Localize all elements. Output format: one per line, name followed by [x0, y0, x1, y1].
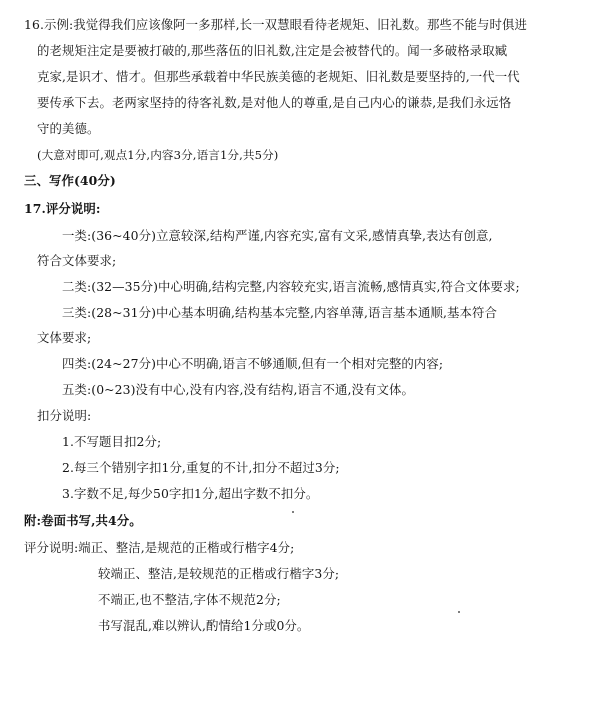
- q17-class5: 五类:(0~23)没有中心,没有内容,没有结构,语言不通,没有文体。: [62, 382, 415, 397]
- q16-line-2: 的老规矩注定是要被打破的,那些落伍的旧礼数,注定是会被替代的。闻一多破格录取臧: [37, 43, 508, 58]
- appendix-level-3: 不端正,也不整洁,字体不规范2分;: [98, 592, 281, 607]
- q17-class3-line-2: 文体要求;: [37, 330, 92, 345]
- deduction-title: 扣分说明:: [37, 408, 92, 423]
- q16-line-4: 要传承下去。老两家坚持的待客礼数,是对他人的尊重,是自己内心的谦恭,是我们永远恪: [37, 95, 512, 110]
- deduction-item-1: 1.不写题目扣2分;: [62, 434, 162, 449]
- appendix-level-4: 书写混乱,难以辨认,酌情给1分或0分。: [98, 618, 310, 633]
- q17-class2: 二类:(32—35分)中心明确,结构完整,内容较充实,语言流畅,感情真实,符合文体要求;: [62, 279, 520, 294]
- q17-class4: 四类:(24~27分)中心不明确,语言不够通顺,但有一个相对完整的内容;: [62, 356, 444, 371]
- appendix-level-2: 较端正、整洁,是较规范的正楷或行楷字3分;: [98, 566, 340, 581]
- q17-title: 17.评分说明:: [24, 201, 101, 216]
- deduction-item-3: 3.字数不足,每少50字扣1分,超出字数不扣分。: [62, 486, 319, 501]
- scan-speck: [292, 511, 294, 513]
- q16-line-1: 16.示例:我觉得我们应该像阿一多那样,长一双慧眼看待老规矩、旧礼数。那些不能与时俱进: [24, 17, 527, 32]
- q16-line-3: 克家,是识才、惜才。但那些承载着中华民族美德的老规矩、旧礼数是要坚持的,一代一代: [37, 69, 520, 84]
- scan-speck: [458, 611, 460, 613]
- q16-scoring-note: (大意对即可,观点1分,内容3分,语言1分,共5分): [37, 148, 279, 162]
- q17-class3-line-1: 三类:(28~31分)中心基本明确,结构基本完整,内容单薄,语言基本通顺,基本符合: [62, 305, 497, 320]
- appendix-scoring-first: 评分说明:端正、整洁,是规范的正楷或行楷字4分;: [24, 540, 295, 555]
- q16-line-5: 守的美德。: [37, 121, 100, 136]
- q17-class1-line-1: 一类:(36~40分)立意较深,结构严谨,内容充实,富有文采,感情真挚,表达有创意,: [62, 228, 493, 243]
- section-3-title: 三、写作(40分): [24, 173, 116, 188]
- appendix-title: 附:卷面书写,共4分。: [24, 513, 142, 528]
- q17-class1-line-2: 符合文体要求;: [37, 253, 117, 268]
- deduction-item-2: 2.每三个错别字扣1分,重复的不计,扣分不超过3分;: [62, 460, 340, 475]
